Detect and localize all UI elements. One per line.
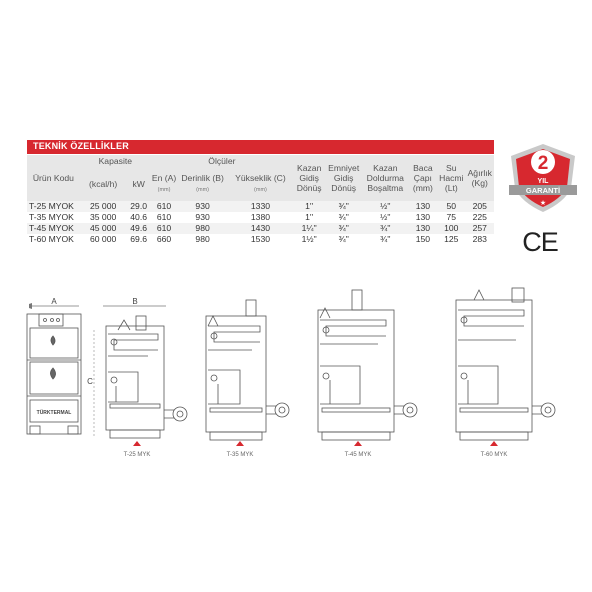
spec-table (27, 155, 494, 245)
badge-label: GARANTİ (525, 186, 561, 195)
header-weight: Ağırlık (Kg) (466, 155, 495, 201)
dim-c-label: C (87, 377, 93, 386)
cell-model: T-35 MYOK (29, 212, 74, 222)
cell-kcal: 25 000 (80, 201, 127, 212)
cell-safety: ¾'' (325, 223, 362, 234)
table-row (27, 234, 494, 245)
cell-model: T-60 MYOK (29, 234, 74, 244)
boiler-drawings (0, 284, 592, 464)
cell-weight: 257 (466, 223, 495, 234)
header-width: En (A) (mm) (151, 167, 177, 201)
caption-t35: T-35 MYK (226, 452, 254, 458)
spec-section-title: TEKNİK ÖZELLİKLER (33, 141, 129, 151)
header-kw: kW (126, 167, 150, 201)
cell-safety: ¾'' (338, 234, 349, 244)
cell-water: 75 (446, 212, 457, 222)
marker-t25 (133, 441, 141, 446)
cell-flow: 1½'' (301, 234, 317, 244)
cell-width: 610 (151, 223, 177, 234)
warranty-badge-icon (505, 142, 581, 214)
table-row (27, 223, 494, 234)
cell-weight: 225 (472, 212, 487, 222)
cell-weight: 205 (466, 201, 495, 212)
badge-unit: YIL (537, 178, 549, 185)
cell-kcal: 45 000 (80, 223, 127, 234)
badge-number: 2 (537, 153, 549, 174)
spec-table-body (27, 201, 494, 245)
cell-weight: 283 (472, 234, 487, 244)
side-view-t35-drawing (206, 300, 289, 440)
cell-fill: ¾'' (380, 234, 391, 244)
header-height: Yükseklik (C) (mm) (228, 167, 293, 201)
side-view-t25-drawing (103, 306, 187, 438)
cell-fill: ½'' (362, 201, 409, 212)
spec-section-header (27, 140, 494, 154)
marker-t60 (490, 441, 498, 446)
cell-kw: 49.6 (126, 223, 150, 234)
header-model: Ürün Kodu (27, 155, 80, 201)
header-water-volume: Su Hacmi (Lt) (437, 155, 465, 201)
cell-flue: 130 (409, 201, 437, 212)
header-capacity: Kapasite (80, 155, 151, 167)
cell-kcal: 60 000 (89, 234, 117, 244)
cell-height: 1330 (228, 201, 293, 212)
spec-table-header-row-1 (27, 155, 494, 167)
header-fill-drain: Kazan Doldurma Boşaltma (362, 155, 409, 201)
dim-a-label: A (51, 297, 57, 306)
ce-mark-text: CE (522, 227, 558, 255)
header-flow-return: Kazan Gidiş Dönüş (293, 155, 325, 201)
cell-height: 1430 (228, 223, 293, 234)
caption-t45: T-45 MYK (344, 452, 372, 458)
cell-water: 100 (437, 223, 465, 234)
cell-depth: 930 (177, 201, 228, 212)
marker-t45 (354, 441, 362, 446)
cell-flue: 130 (409, 223, 437, 234)
cell-flow: 1'' (293, 201, 325, 212)
cell-height: 1380 (250, 212, 271, 222)
cell-safety: ¾'' (338, 212, 349, 222)
cell-width: 610 (151, 201, 177, 212)
cell-kw: 40.6 (130, 212, 148, 222)
flow-markers (133, 441, 498, 446)
caption-t25: T-25 MYK (123, 452, 151, 458)
side-view-t45-drawing (318, 290, 417, 440)
cell-model: T-25 MYOK (27, 201, 80, 212)
cell-kw: 69.6 (130, 234, 148, 244)
header-dimensions: Ölçüler (151, 155, 293, 167)
cell-kcal: 35 000 (89, 212, 117, 222)
header-flue: Baca Çapı (mm) (409, 155, 437, 201)
cell-model: T-45 MYOK (27, 223, 80, 234)
header-depth: Derinlik (B) (mm) (177, 167, 228, 201)
dim-b-label: B (132, 297, 138, 306)
cell-depth: 980 (195, 234, 210, 244)
cell-water: 125 (444, 234, 459, 244)
cell-flue: 130 (415, 212, 431, 222)
side-view-t60-drawing (456, 288, 555, 440)
cell-flow: 1¼'' (293, 223, 325, 234)
table-row (27, 201, 494, 212)
cell-depth: 930 (195, 212, 210, 222)
cell-width: 610 (156, 212, 172, 222)
table-row (27, 212, 494, 223)
cell-width: 660 (156, 234, 172, 244)
cell-water: 50 (437, 201, 465, 212)
cell-fill: ½'' (380, 212, 391, 222)
cell-fill: ¾'' (362, 223, 409, 234)
ce-mark-icon (520, 227, 560, 255)
cell-flow: 1'' (305, 212, 314, 222)
cell-height: 1530 (250, 234, 271, 244)
caption-t60: T-60 MYK (480, 452, 508, 458)
cell-flue: 150 (415, 234, 431, 244)
marker-t35 (236, 441, 244, 446)
cell-safety: ¾'' (325, 201, 362, 212)
svg-text:★: ★ (539, 200, 547, 207)
header-safety-return: Emniyet Gidiş Dönüş (325, 155, 362, 201)
header-kcal: (kcal/h) (80, 167, 127, 201)
brand-plate: TÜRKTERMAL (36, 410, 72, 416)
cell-kw: 29.0 (126, 201, 150, 212)
cell-depth: 980 (177, 223, 228, 234)
